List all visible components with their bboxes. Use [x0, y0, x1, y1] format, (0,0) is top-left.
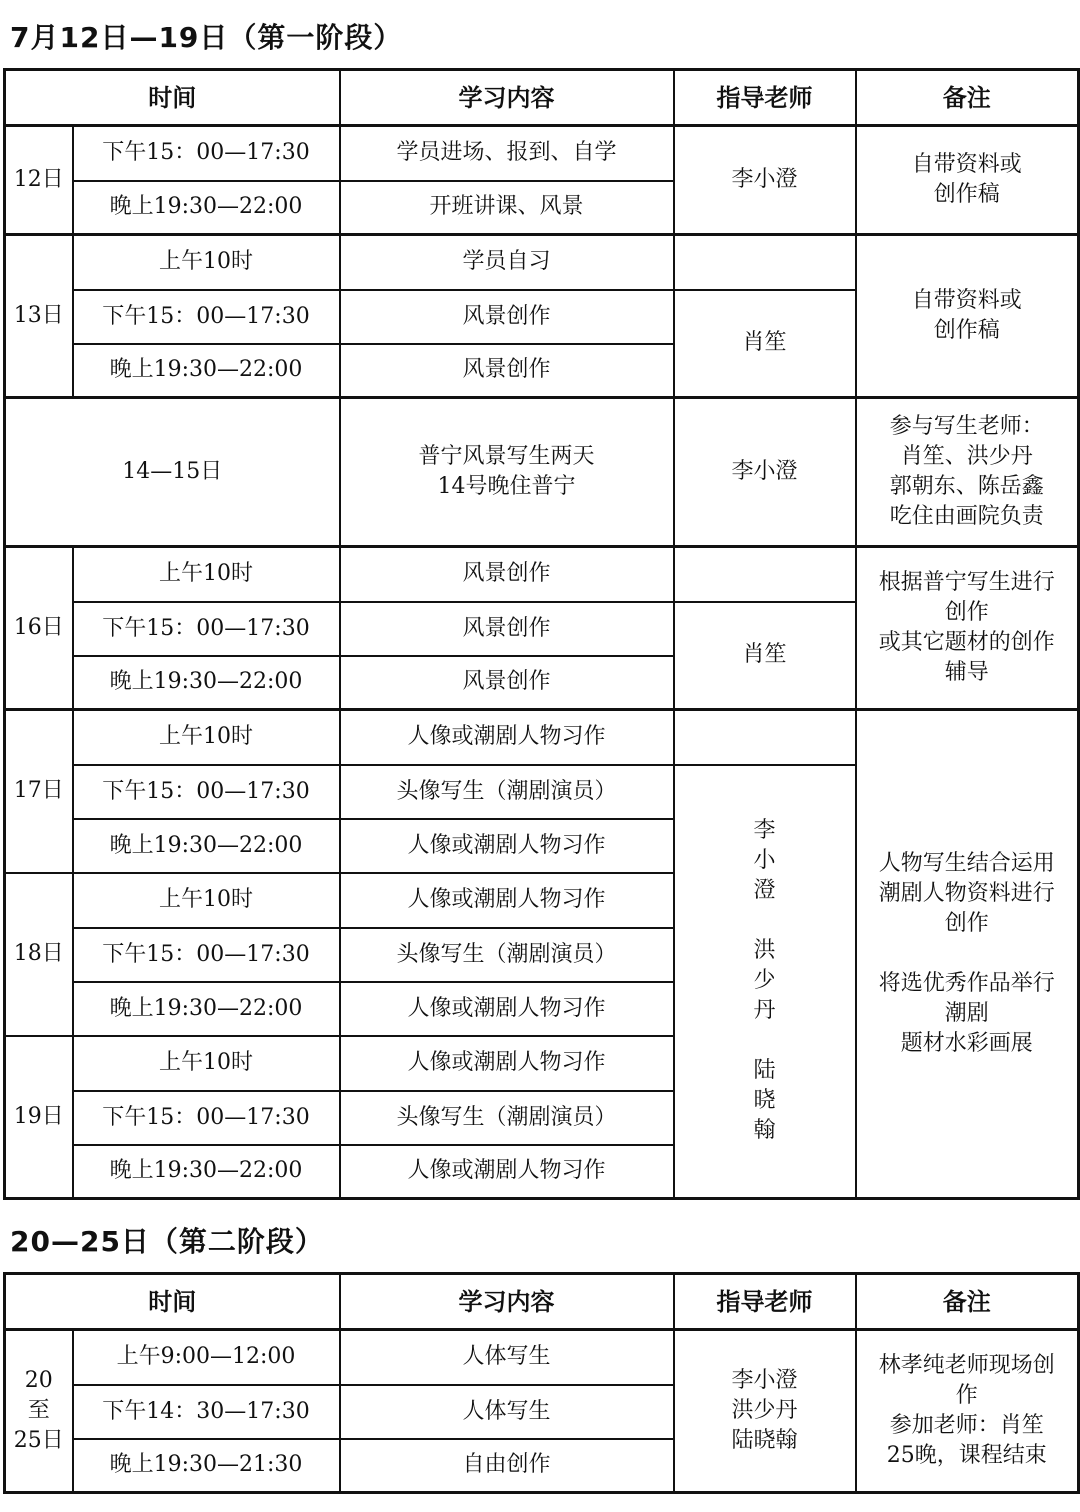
day-label: 17日: [5, 710, 73, 873]
content-cell: 人像或潮剧人物习作: [340, 819, 674, 873]
content-cell: 风景创作: [340, 602, 674, 656]
teacher-cell-empty: [674, 547, 856, 602]
time-cell: 晚上19:30—22:00: [73, 1145, 340, 1199]
content-cell: 普宁风景写生两天 14号晚住普宁: [340, 398, 674, 547]
content-cell: 头像写生（潮剧演员）: [340, 928, 674, 982]
time-cell: 下午15：00—17:30: [73, 126, 340, 181]
teacher-cell: 李小澄 洪少丹 陆晓翰: [674, 1330, 856, 1493]
content-cell: 风景创作: [340, 290, 674, 344]
teacher-cell-empty: [674, 235, 856, 290]
content-cell: 人像或潮剧人物习作: [340, 710, 674, 765]
note-cell: 参与写生老师： 肖笙、洪少丹 郭朝东、陈岳鑫 吃住由画院负责: [856, 398, 1079, 547]
teacher-cell: 肖笙: [674, 602, 856, 710]
content-cell: 头像写生（潮剧演员）: [340, 1091, 674, 1145]
day-label: 13日: [5, 235, 73, 398]
day-label: 18日: [5, 873, 73, 1036]
time-cell: 晚上19:30—22:00: [73, 656, 340, 710]
time-cell: 上午9:00—12:00: [73, 1330, 340, 1385]
content-cell: 风景创作: [340, 547, 674, 602]
time-cell: 晚上19:30—22:00: [73, 819, 340, 873]
content-cell: 人像或潮剧人物习作: [340, 1145, 674, 1199]
time-cell: 下午15：00—17:30: [73, 602, 340, 656]
time-cell: 下午14：30—17:30: [73, 1385, 340, 1439]
content-cell: 人像或潮剧人物习作: [340, 1036, 674, 1091]
time-cell: 上午10时: [73, 873, 340, 928]
teacher-cell: 李小澄: [674, 398, 856, 547]
content-cell: 人像或潮剧人物习作: [340, 873, 674, 928]
note-cell: 根据普宁写生进行 创作 或其它题材的创作 辅导: [856, 547, 1079, 710]
day-label: 19日: [5, 1036, 73, 1199]
teacher-cell: 李小澄: [674, 126, 856, 235]
header-note: 备注: [856, 1274, 1079, 1330]
content-cell: 自由创作: [340, 1439, 674, 1493]
day-label: 14—15日: [5, 398, 340, 547]
content-cell: 学员自习: [340, 235, 674, 290]
content-cell: 风景创作: [340, 344, 674, 398]
header-time: 时间: [5, 70, 340, 126]
time-cell: 下午15：00—17:30: [73, 765, 340, 819]
content-cell: 风景创作: [340, 656, 674, 710]
time-cell: 下午15：00—17:30: [73, 1091, 340, 1145]
teacher-cell: 肖笙: [674, 290, 856, 398]
content-cell: 头像写生（潮剧演员）: [340, 765, 674, 819]
day-label: 20 至 25日: [5, 1330, 73, 1493]
teacher-cell-empty: [674, 710, 856, 765]
teacher-cell: 李 小 澄 洪 少 丹 陆 晓 翰: [674, 765, 856, 1199]
time-cell: 下午15：00—17:30: [73, 928, 340, 982]
stage1-schedule-table: [3, 68, 1080, 1200]
day-label: 16日: [5, 547, 73, 710]
header-content: 学习内容: [340, 1274, 674, 1330]
time-cell: 晚上19:30—21:30: [73, 1439, 340, 1493]
note-cell: 人物写生结合运用 潮剧人物资料进行 创作 将选优秀作品举行 潮剧 题材水彩画展: [856, 710, 1079, 1199]
day-label: 12日: [5, 126, 73, 235]
content-cell: 人像或潮剧人物习作: [340, 982, 674, 1036]
stage2-schedule-table: [3, 1272, 1080, 1494]
time-cell: 上午10时: [73, 547, 340, 602]
note-cell: 自带资料或 创作稿: [856, 126, 1079, 235]
stage2-title: 20—25日（第二阶段）: [10, 1225, 324, 1258]
content-cell: 学员进场、报到、自学: [340, 126, 674, 181]
header-teacher: 指导老师: [674, 70, 856, 126]
time-cell: 上午10时: [73, 235, 340, 290]
note-cell: 自带资料或 创作稿: [856, 235, 1079, 398]
time-cell: 晚上19:30—22:00: [73, 344, 340, 398]
time-cell: 上午10时: [73, 1036, 340, 1091]
time-cell: 晚上19:30—22:00: [73, 181, 340, 235]
header-teacher: 指导老师: [674, 1274, 856, 1330]
header-time: 时间: [5, 1274, 340, 1330]
content-cell: 人体写生: [340, 1330, 674, 1385]
time-cell: 晚上19:30—22:00: [73, 982, 340, 1036]
time-cell: 下午15：00—17:30: [73, 290, 340, 344]
time-cell: 上午10时: [73, 710, 340, 765]
header-content: 学习内容: [340, 70, 674, 126]
stage1-title: 7月12日—19日（第一阶段）: [10, 21, 403, 54]
content-cell: 开班讲课、风景: [340, 181, 674, 235]
header-note: 备注: [856, 70, 1079, 126]
note-cell: 林孝纯老师现场创 作 参加老师：肖笙 25晚，课程结束: [856, 1330, 1079, 1493]
content-cell: 人体写生: [340, 1385, 674, 1439]
